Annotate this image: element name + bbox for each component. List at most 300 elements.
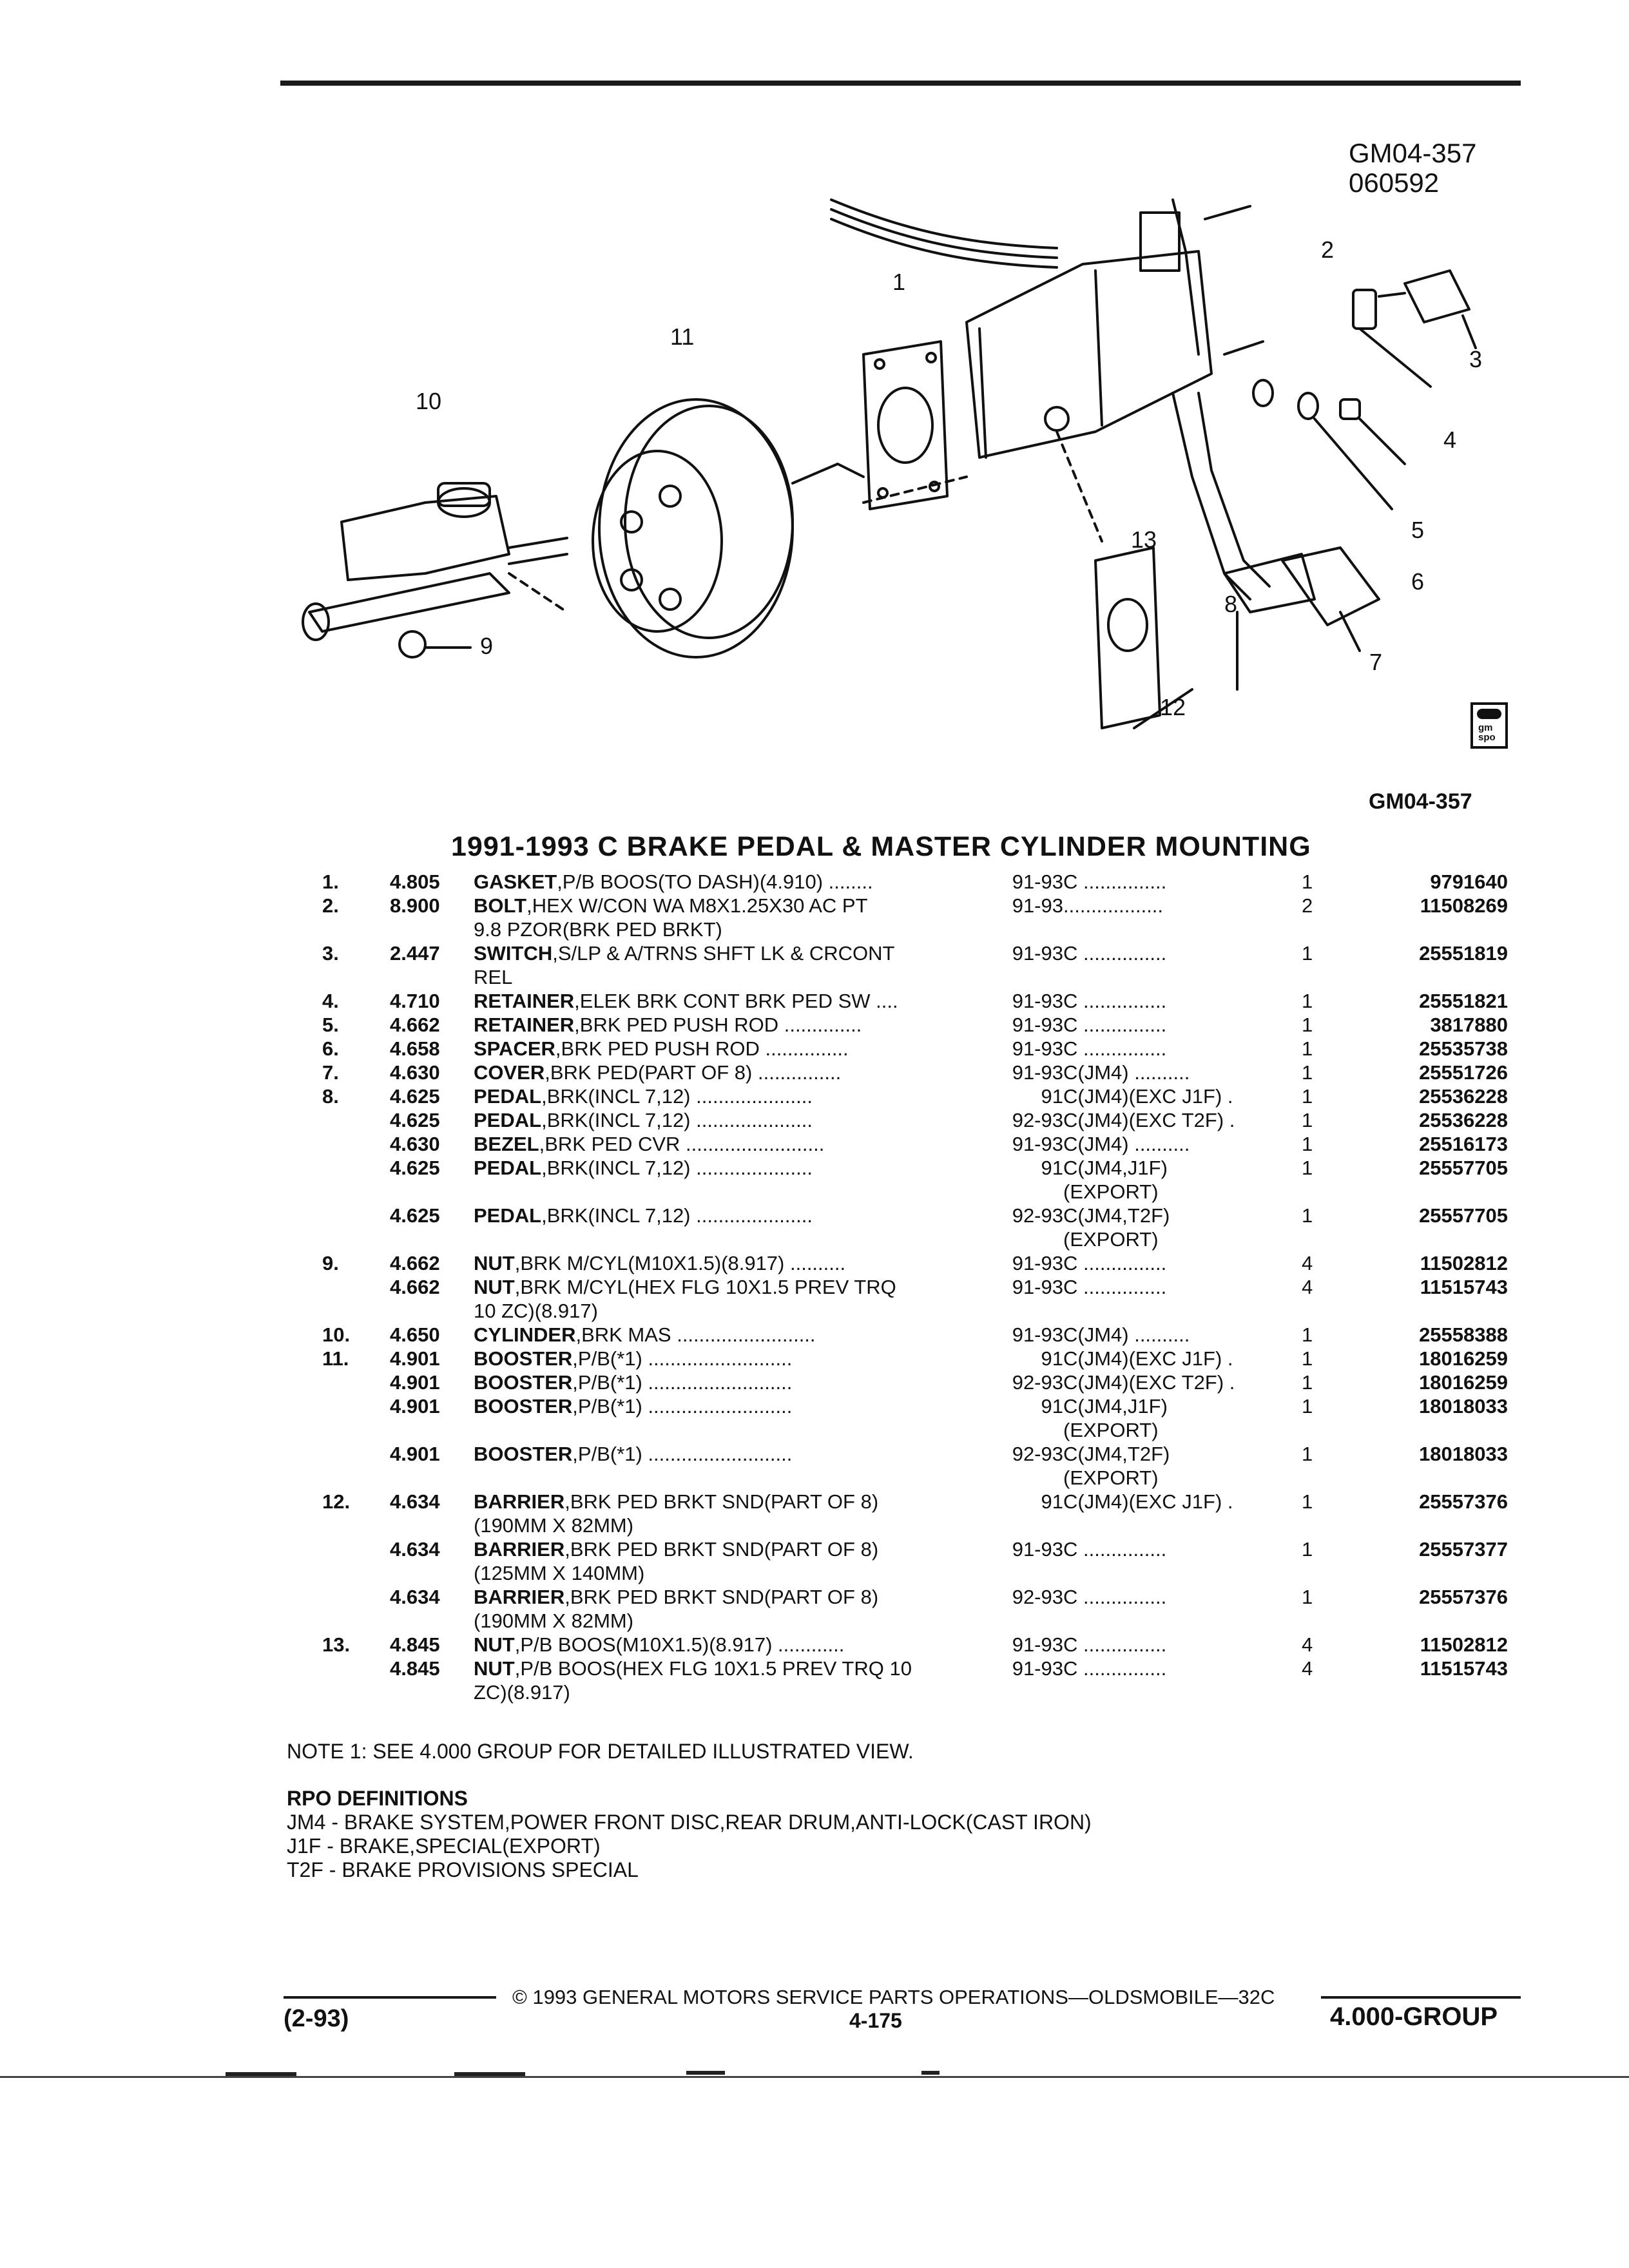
ref-number — [322, 1537, 390, 1585]
part-number — [1337, 1657, 1508, 1704]
options — [1063, 941, 1302, 965]
quantity-text: 1 — [1302, 1109, 1313, 1131]
part-desc: ,HEX W/CON WA M8X1.25X30 AC PT — [526, 894, 868, 917]
group-number — [390, 1275, 474, 1323]
group-text: 4.658 — [390, 1037, 440, 1060]
quantity-text: 2 — [1302, 894, 1313, 917]
ref-number — [322, 1061, 390, 1084]
part-number — [1337, 1275, 1508, 1323]
description — [474, 1084, 992, 1108]
quantity — [1302, 870, 1337, 894]
options — [1063, 1251, 1302, 1275]
quantity — [1302, 1490, 1337, 1537]
callout-8: 8 — [1224, 591, 1238, 617]
exploded-parts-diagram — [296, 161, 1521, 805]
ref-number — [322, 1442, 390, 1490]
part-name: BARRIER — [474, 1490, 565, 1513]
part-number-text: 25551819 — [1419, 942, 1508, 965]
group-text: 4.634 — [390, 1586, 440, 1608]
part-number-text: 25557705 — [1419, 1204, 1508, 1227]
part-number-text: 25536228 — [1419, 1085, 1508, 1108]
part-desc: ,BRK PED(PART OF 8) ............... — [545, 1061, 842, 1084]
description — [474, 1657, 992, 1704]
years — [992, 1204, 1063, 1251]
table-row — [322, 1490, 1508, 1537]
booster-nut — [1045, 407, 1068, 430]
options — [1063, 1037, 1302, 1061]
quantity — [1302, 1370, 1337, 1394]
part-name: RETAINER — [474, 1014, 575, 1036]
years-text: 91-93 — [1012, 870, 1063, 893]
options — [1063, 1156, 1302, 1204]
part-name: NUT — [474, 1657, 515, 1680]
description — [474, 1585, 992, 1633]
group-number — [390, 1394, 474, 1442]
gm-logo-text: gm spo — [1478, 722, 1496, 743]
part-number-text: 25516173 — [1419, 1133, 1508, 1155]
description-cell — [474, 1633, 992, 1657]
group-text: 4.901 — [390, 1395, 440, 1418]
part-number-text: 25536228 — [1419, 1109, 1508, 1131]
scan-mark — [686, 2071, 725, 2075]
ref-text: 2. — [322, 894, 339, 917]
footer-group: 4.000-GROUP — [1330, 2003, 1498, 2031]
part-desc: ,P/B BOOS(M10X1.5)(8.917) ............ — [514, 1633, 845, 1656]
ref-number — [322, 1323, 390, 1347]
quantity-text: 1 — [1302, 1586, 1313, 1608]
part-number — [1337, 1323, 1508, 1347]
part-number — [1337, 1585, 1508, 1633]
description-cell — [474, 1657, 992, 1704]
group-text: 8.900 — [390, 894, 440, 917]
part-name: NUT — [474, 1633, 515, 1656]
group-number — [390, 1585, 474, 1633]
options-cell — [1063, 1084, 1302, 1108]
ref-number — [322, 1490, 390, 1537]
years-text: 91-93 — [1012, 1538, 1063, 1561]
group-number — [390, 1251, 474, 1275]
quantity-text: 1 — [1302, 1323, 1313, 1346]
quantity — [1302, 1275, 1337, 1323]
ref-number — [322, 1013, 390, 1037]
part-name: BARRIER — [474, 1586, 565, 1608]
description — [474, 1061, 992, 1084]
description-cell — [474, 1490, 992, 1537]
part-number-text: 9791640 — [1430, 870, 1508, 893]
description — [474, 1442, 992, 1466]
footer-rule-right — [1321, 1996, 1521, 1999]
brake-line — [831, 200, 1057, 248]
description-cell — [474, 1251, 992, 1275]
description — [474, 1347, 992, 1370]
table-row — [322, 1156, 1508, 1204]
table-row — [322, 1657, 1508, 1704]
group-text: 4.710 — [390, 990, 440, 1012]
part-number — [1337, 989, 1508, 1013]
years-text: 92-93 — [1012, 1204, 1063, 1227]
option-text: C(JM4)(EXC J1F) . — [1063, 1085, 1233, 1108]
quantity — [1302, 1037, 1337, 1061]
group-number — [390, 1537, 474, 1585]
options-cell — [1063, 1323, 1302, 1347]
part-desc-cont: (125MM X 140MM) — [474, 1562, 645, 1584]
description — [474, 1132, 992, 1156]
callout-12: 12 — [1160, 694, 1186, 720]
part-desc-cont: (190MM X 82MM) — [474, 1514, 634, 1537]
options — [1063, 1394, 1302, 1442]
group-number — [390, 870, 474, 894]
description-cell — [474, 1156, 992, 1204]
pedal-cover — [1282, 548, 1379, 625]
table-row — [322, 1132, 1508, 1156]
years-text: 91 — [1041, 1490, 1063, 1513]
ref-text: 5. — [322, 1014, 339, 1036]
part-name: SWITCH — [474, 942, 553, 965]
years — [992, 1037, 1063, 1061]
options — [1063, 1537, 1302, 1561]
part-number-text: 25558388 — [1419, 1323, 1508, 1346]
options — [1063, 1061, 1302, 1084]
years-text: 91-93 — [1012, 990, 1063, 1012]
years — [992, 1394, 1063, 1442]
part-name: PEDAL — [474, 1157, 542, 1179]
group-number — [390, 941, 474, 989]
quantity — [1302, 1585, 1337, 1633]
quantity-text: 1 — [1302, 1037, 1313, 1060]
description — [474, 1275, 992, 1323]
options — [1063, 1490, 1302, 1514]
ref-text: 13. — [322, 1633, 351, 1656]
part-number-text: 25535738 — [1419, 1037, 1508, 1060]
part-number — [1337, 1442, 1508, 1490]
part-name: COVER — [474, 1061, 545, 1084]
part-name: PEDAL — [474, 1109, 542, 1131]
part-number — [1337, 1132, 1508, 1156]
part-name: GASKET — [474, 870, 557, 893]
years — [992, 1132, 1063, 1156]
callout-10: 10 — [416, 388, 442, 414]
years — [992, 870, 1063, 894]
ref-text: 12. — [322, 1490, 351, 1513]
part-desc: ,BRK M/CYL(M10X1.5)(8.917) .......... — [514, 1252, 846, 1274]
quantity-text: 1 — [1302, 1204, 1313, 1227]
description-cell — [474, 1084, 992, 1108]
part-number-text: 3817880 — [1430, 1014, 1508, 1036]
option-text: C ............... — [1063, 870, 1167, 893]
years-text: 91-93 — [1012, 1133, 1063, 1155]
part-number — [1337, 941, 1508, 989]
description — [474, 1037, 992, 1061]
description — [474, 894, 992, 941]
table-row — [322, 1347, 1508, 1370]
part-name: PEDAL — [474, 1085, 542, 1108]
ref-text: 1. — [322, 870, 339, 893]
option-text-cont: (EXPORT) — [1063, 1180, 1159, 1203]
part-desc-cont: REL — [474, 966, 513, 988]
options-cell — [1063, 1013, 1302, 1037]
options — [1063, 1204, 1302, 1251]
table-row — [322, 989, 1508, 1013]
gm-logo-band — [1477, 709, 1501, 719]
table-row — [322, 1323, 1508, 1347]
years — [992, 1347, 1063, 1370]
options — [1063, 1657, 1302, 1680]
options-cell — [1063, 941, 1302, 989]
options-cell — [1063, 1585, 1302, 1633]
callout-2: 2 — [1321, 236, 1335, 263]
part-number-text: 25551726 — [1419, 1061, 1508, 1084]
part-desc: ,BRK PED BRKT SND(PART OF 8) — [564, 1538, 879, 1561]
callout-1: 1 — [892, 269, 906, 295]
rpo-heading: RPO DEFINITIONS — [287, 1787, 468, 1810]
options-cell — [1063, 989, 1302, 1013]
part-desc: ,BRK(INCL 7,12) ..................... — [541, 1204, 813, 1227]
part-desc: ,BRK MAS ......................... — [575, 1323, 816, 1346]
options — [1063, 1132, 1302, 1156]
option-text: C(JM4,J1F) — [1063, 1157, 1168, 1179]
description-cell — [474, 1347, 992, 1370]
ref-text: 8. — [322, 1085, 339, 1108]
years — [992, 1108, 1063, 1132]
part-number — [1337, 1061, 1508, 1084]
part-number-text: 25551821 — [1419, 990, 1508, 1012]
ref-number — [322, 1108, 390, 1132]
option-text: C ............... — [1063, 1586, 1167, 1608]
ref-number — [322, 1657, 390, 1704]
years-text: 91 — [1041, 1157, 1063, 1179]
part-number-text: 11508269 — [1420, 894, 1508, 917]
scan-mark — [921, 2071, 940, 2075]
part-name: SPACER — [474, 1037, 555, 1060]
group-number — [390, 1013, 474, 1037]
quantity-text: 1 — [1302, 1347, 1313, 1370]
group-text: 4.901 — [390, 1347, 440, 1370]
group-number — [390, 1490, 474, 1537]
part-desc-cont: (190MM X 82MM) — [474, 1610, 634, 1632]
part-desc: ,BRK PED PUSH ROD ............... — [555, 1037, 849, 1060]
sound-barrier — [1095, 548, 1160, 728]
years — [992, 1633, 1063, 1657]
options — [1063, 1275, 1302, 1299]
ref-number — [322, 1204, 390, 1251]
table-row — [322, 1394, 1508, 1442]
description-cell — [474, 1108, 992, 1132]
years-text: 92-93 — [1012, 1371, 1063, 1394]
options — [1063, 989, 1302, 1013]
description — [474, 1108, 992, 1132]
description — [474, 1394, 992, 1418]
ref-number — [322, 989, 390, 1013]
ref-number — [322, 1275, 390, 1323]
option-text: C(JM4)(EXC J1F) . — [1063, 1347, 1233, 1370]
description-cell — [474, 1204, 992, 1251]
description — [474, 870, 992, 894]
quantity — [1302, 1442, 1337, 1490]
ref-text: 10. — [322, 1323, 351, 1346]
part-desc: ,P/B(*1) .......................... — [572, 1443, 793, 1465]
options-cell — [1063, 1061, 1302, 1084]
ref-text: 7. — [322, 1061, 339, 1084]
group-text: 4.630 — [390, 1133, 440, 1155]
part-number-text: 18016259 — [1419, 1371, 1508, 1394]
table-row — [322, 1061, 1508, 1084]
description-cell — [474, 1275, 992, 1323]
stoplamp-switch — [1405, 271, 1469, 322]
options-cell — [1063, 1394, 1302, 1442]
quantity-text: 1 — [1302, 1395, 1313, 1418]
group-text: 4.625 — [390, 1204, 440, 1227]
options-cell — [1063, 1347, 1302, 1370]
group-number — [390, 1061, 474, 1084]
description — [474, 989, 992, 1013]
callout-3: 3 — [1469, 346, 1483, 372]
quantity — [1302, 1537, 1337, 1585]
ref-number — [322, 1394, 390, 1442]
option-text: C(JM4,T2F) — [1063, 1204, 1170, 1227]
group-number — [390, 1633, 474, 1657]
quantity — [1302, 1394, 1337, 1442]
part-name: RETAINER — [474, 990, 575, 1012]
part-number-text: 11515743 — [1420, 1276, 1508, 1298]
description-cell — [474, 1537, 992, 1585]
ref-text: 9. — [322, 1252, 339, 1274]
part-name: PEDAL — [474, 1204, 542, 1227]
group-number — [390, 1037, 474, 1061]
years — [992, 1323, 1063, 1347]
part-desc: ,P/B(*1) .......................... — [572, 1347, 793, 1370]
options-cell — [1063, 1442, 1302, 1490]
part-number — [1337, 1013, 1508, 1037]
options — [1063, 1442, 1302, 1490]
description-cell — [474, 870, 992, 894]
part-name: BOOSTER — [474, 1371, 573, 1394]
part-name: CYLINDER — [474, 1323, 576, 1346]
ref-number — [322, 1132, 390, 1156]
description-cell — [474, 1370, 992, 1394]
part-number — [1337, 1347, 1508, 1370]
master-cylinder-nut — [400, 631, 425, 657]
part-number — [1337, 1537, 1508, 1585]
quantity — [1302, 1084, 1337, 1108]
ref-number — [322, 1633, 390, 1657]
group-number — [390, 1657, 474, 1704]
group-text: 4.630 — [390, 1061, 440, 1084]
part-desc: ,BRK M/CYL(HEX FLG 10X1.5 PREV TRQ — [514, 1276, 896, 1298]
part-number — [1337, 1370, 1508, 1394]
quantity-text: 4 — [1302, 1276, 1313, 1298]
table-row — [322, 1084, 1508, 1108]
option-text: C(JM4) .......... — [1063, 1061, 1190, 1084]
part-number-text: 25557376 — [1419, 1586, 1508, 1608]
part-number-text: 18018033 — [1419, 1443, 1508, 1465]
years — [992, 941, 1063, 989]
group-number — [390, 1323, 474, 1347]
group-text: 4.662 — [390, 1252, 440, 1274]
option-text: C ............... — [1063, 1657, 1167, 1680]
options — [1063, 1323, 1302, 1347]
description — [474, 1013, 992, 1037]
ref-number — [322, 1251, 390, 1275]
group-number — [390, 1132, 474, 1156]
option-text: C ............... — [1063, 1014, 1167, 1036]
section-title: 1991-1993 C BRAKE PEDAL & MASTER CYLINDER MOUNTING — [451, 831, 1311, 862]
options — [1063, 1084, 1302, 1108]
group-number — [390, 989, 474, 1013]
quantity-text: 1 — [1302, 1157, 1313, 1179]
option-text: C ............... — [1063, 1252, 1167, 1274]
years — [992, 1657, 1063, 1704]
group-text: 4.662 — [390, 1276, 440, 1298]
part-desc: ,BRK(INCL 7,12) ..................... — [541, 1109, 813, 1131]
option-text: C ............... — [1063, 942, 1167, 965]
part-number — [1337, 1156, 1508, 1204]
description-cell — [474, 1442, 992, 1490]
part-name: BOLT — [474, 894, 527, 917]
quantity-text: 4 — [1302, 1657, 1313, 1680]
ref-number — [322, 1585, 390, 1633]
bracket-bolt — [1205, 206, 1250, 219]
years — [992, 1275, 1063, 1323]
part-name: BOOSTER — [474, 1347, 573, 1370]
group-number — [390, 1108, 474, 1132]
pedal-bracket — [967, 251, 1211, 457]
quantity-text: 1 — [1302, 1085, 1313, 1108]
parts-table — [322, 870, 1508, 1704]
part-desc: ,BRK(INCL 7,12) ..................... — [541, 1085, 813, 1108]
ref-number — [322, 941, 390, 989]
quantity — [1302, 1013, 1337, 1037]
part-number-text: 11515743 — [1420, 1657, 1508, 1680]
quantity-text: 1 — [1302, 1061, 1313, 1084]
copyright: © 1993 GENERAL MOTORS SERVICE PARTS OPERATIONS—OLDSMOBILE—32C — [512, 1986, 1275, 2008]
option-text-cont: (EXPORT) — [1063, 1228, 1159, 1251]
part-desc-cont: 9.8 PZOR(BRK PED BRKT) — [474, 918, 722, 941]
description — [474, 1490, 992, 1537]
options-cell — [1063, 1633, 1302, 1657]
group-number — [390, 894, 474, 941]
table-row — [322, 1633, 1508, 1657]
years — [992, 894, 1063, 941]
ref-number — [322, 1037, 390, 1061]
part-number — [1337, 1204, 1508, 1251]
quantity-text: 1 — [1302, 1538, 1313, 1561]
table-row — [322, 1108, 1508, 1132]
option-text: C(JM4,J1F) — [1063, 1395, 1168, 1418]
years — [992, 1585, 1063, 1633]
vacuum-booster — [599, 399, 793, 657]
part-number-text: 25557377 — [1419, 1538, 1508, 1561]
quantity-text: 1 — [1302, 1490, 1313, 1513]
part-name: NUT — [474, 1252, 515, 1274]
options — [1063, 870, 1302, 894]
description-cell — [474, 1323, 992, 1347]
description-cell — [474, 941, 992, 989]
option-text: C(JM4)(EXC J1F) . — [1063, 1490, 1233, 1513]
part-name: BEZEL — [474, 1133, 539, 1155]
group-number — [390, 1442, 474, 1490]
table-row — [322, 1275, 1508, 1323]
options — [1063, 1013, 1302, 1037]
years — [992, 1442, 1063, 1490]
years-text: 91-93 — [1012, 1633, 1063, 1656]
ref-number — [322, 1156, 390, 1204]
quantity — [1302, 1132, 1337, 1156]
group-text: 4.625 — [390, 1157, 440, 1179]
years-text: 91-93 — [1012, 1252, 1063, 1274]
part-number — [1337, 1037, 1508, 1061]
years-text: 91-93 — [1012, 1323, 1063, 1346]
options-cell — [1063, 1108, 1302, 1132]
